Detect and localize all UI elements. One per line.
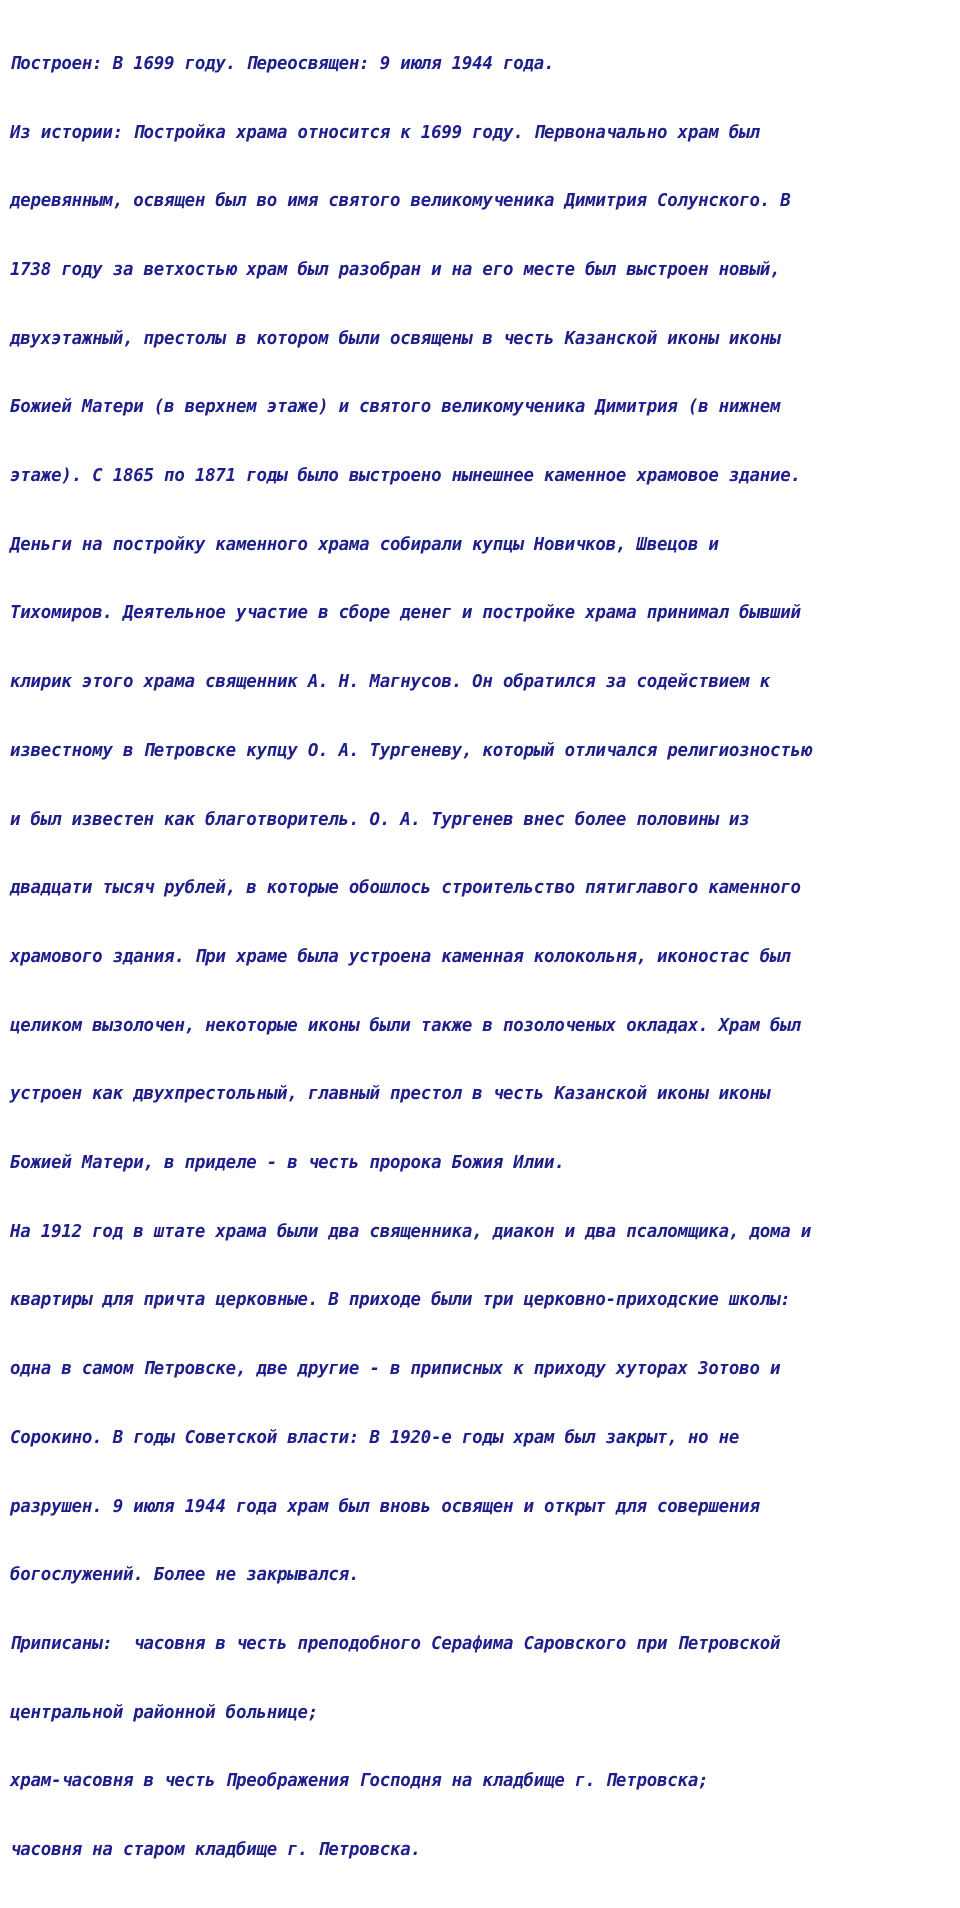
text-line: Сорокино. В годы Советской власти: В 1920-е годы храм был закрыт, но не [10, 1427, 740, 1448]
text-line: устроен как двухпрестольный, главный престол в честь Казанской иконы иконы [10, 1084, 770, 1105]
text-line: 1738 году за ветхостью храм был разобран и на его месте был выстроен новый, [10, 259, 781, 280]
church-history-text [10, 7, 955, 1908]
text-line: часовня на старом кладбище г. Петровска. [10, 1840, 421, 1861]
text-line: целиком вызолочен, некоторые иконы были также в позолоченых окладах. Храм был [10, 1015, 801, 1036]
text-line: квартиры для причта церковные. В приходе были три церковно-приходские школы: [10, 1290, 791, 1311]
text-line: Божией Матери (в верхнем этаже) и святого великомученика Димитрия (в нижнем [10, 397, 781, 418]
text-line: храм-часовня в честь Преображения Господня на кладбище г. Петровска; [10, 1771, 709, 1792]
text-line: одна в самом Петровске, две другие - в приписных к приходу хуторах Зотово и [10, 1359, 781, 1380]
text-line-attached: Приписаны: часовня в честь преподобного Серафима Саровского при Петровской [10, 1633, 781, 1654]
text-line: известному в Петровске купцу О. А. Тургеневу, который отличался религиозностью [10, 740, 812, 761]
text-line: двадцати тысяч рублей, в которые обошлось строительство пятиглавого каменного [10, 878, 801, 899]
text-line: Из истории: Постройка храма относится к 1699 году. Первоначально храм был [10, 122, 760, 143]
text-line: центральной районной больнице; [10, 1702, 319, 1723]
text-line: этаже). С 1865 по 1871 годы было выстроено нынешнее каменное храмовое здание. [10, 466, 801, 487]
text-line: и был известен как благотворитель. О. А. Тургенев внес более половины из [10, 809, 750, 830]
text-line: двухэтажный, престолы в котором были освящены в честь Казанской иконы иконы [10, 328, 781, 349]
text-line: Тихомиров. Деятельное участие в сборе денег и постройке храма принимал бывший [10, 603, 801, 624]
text-line-staff: На 1912 год в штате храма были два священника, диакон и два псаломщика, дома и [10, 1221, 812, 1242]
text-line: разрушен. 9 июля 1944 года храм был вновь освящен и открыт для совершения [10, 1496, 760, 1517]
text-line-built: Построен: В 1699 году. Переосвящен: 9 июля 1944 года. [10, 53, 555, 74]
text-line: храмового здания. При храме была устроена каменная колокольня, иконостас был [10, 946, 791, 967]
text-line: Божией Матери, в приделе - в честь пророка Божия Илии. [10, 1153, 565, 1174]
text-line: клирик этого храма священник А. Н. Магнусов. Он обратился за содействием к [10, 672, 770, 693]
text-line: деревянным, освящен был во имя святого великомученика Димитрия Солунского. В [10, 191, 791, 212]
text-line: Деньги на постройку каменного храма собирали купцы Новичков, Швецов и [10, 534, 719, 555]
text-line: богослужений. Более не закрывался. [10, 1565, 360, 1586]
